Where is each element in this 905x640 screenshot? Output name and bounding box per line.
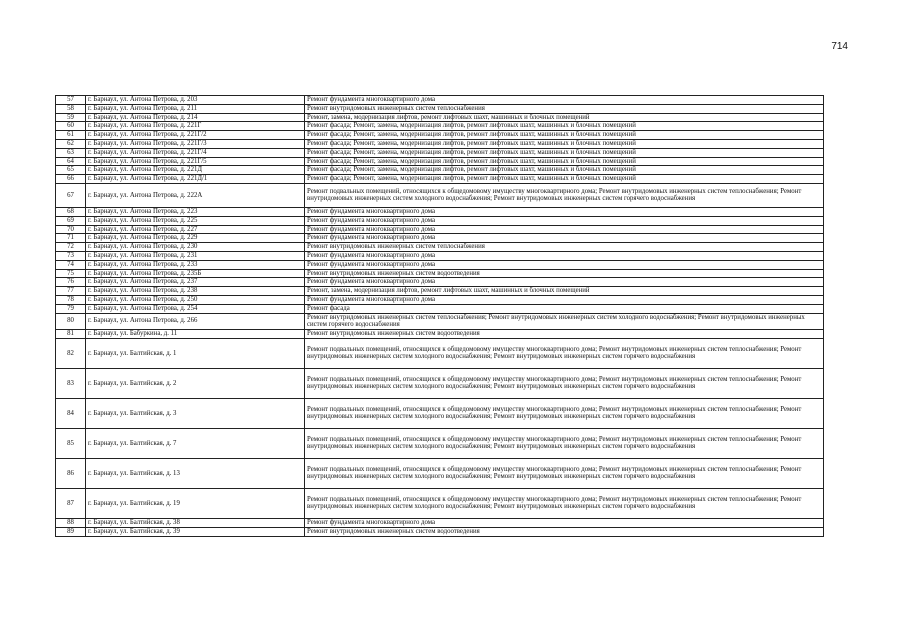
address-cell: г. Барнаул, ул. Антона Петрова, д. 235Б xyxy=(86,269,305,278)
address-cell: г. Барнаул, ул. Бабуркина, д. 11 xyxy=(86,330,305,339)
row-number-cell: 67 xyxy=(56,183,86,207)
table-row xyxy=(56,251,824,260)
table-row xyxy=(56,243,824,252)
address-cell: г. Барнаул, ул. Антона Петрова, д. 222А xyxy=(86,183,305,207)
work-type-cell: Ремонт фундамента многоквартирного дома xyxy=(305,260,824,269)
address-cell: г. Барнаул, ул. Антона Петрова, д. 214 xyxy=(86,113,305,122)
address-cell: г. Барнаул, ул. Балтийская, д. 7 xyxy=(86,428,305,458)
work-type-cell: Ремонт внутридомовых инженерных систем водоотведения xyxy=(305,330,824,339)
row-number-cell: 73 xyxy=(56,251,86,260)
table-row xyxy=(56,518,824,527)
row-number-cell: 79 xyxy=(56,304,86,313)
row-number-cell: 68 xyxy=(56,207,86,216)
row-number-cell: 57 xyxy=(56,96,86,105)
work-type-cell: Ремонт подвальных помещений, относящихся к общедомовому имуществу многоквартирного дома; Ремонт внутридомовых инженерных систем теплоснабжения; Ремонт внутридомовых инженерных систем холодного водоснабжения; Ремонт внутридомовых инженерных систем горячего водоснабжения xyxy=(305,338,824,368)
table-row xyxy=(56,304,824,313)
row-number-cell: 59 xyxy=(56,113,86,122)
row-number-cell: 82 xyxy=(56,338,86,368)
row-number-cell: 62 xyxy=(56,139,86,148)
address-cell: г. Барнаул, ул. Антона Петрова, д. 221Д xyxy=(86,166,305,175)
work-type-cell: Ремонт фундамента многоквартирного дома xyxy=(305,234,824,243)
table-row xyxy=(56,175,824,184)
table-row xyxy=(56,166,824,175)
work-type-cell: Ремонт фасада; Ремонт, замена, модернизация лифтов, ремонт лифтовых шахт, машинных и блочных помещений xyxy=(305,148,824,157)
address-cell: г. Барнаул, ул. Антона Петрова, д. 231 xyxy=(86,251,305,260)
table-row xyxy=(56,157,824,166)
address-cell: г. Барнаул, ул. Антона Петрова, д. 266 xyxy=(86,313,305,330)
address-cell: г. Барнаул, ул. Антона Петрова, д. 221Г/5 xyxy=(86,157,305,166)
table-row xyxy=(56,148,824,157)
work-type-cell: Ремонт фасада; Ремонт, замена, модернизация лифтов, ремонт лифтовых шахт, машинных и блочных помещений xyxy=(305,131,824,140)
work-type-cell: Ремонт подвальных помещений, относящихся к общедомовому имуществу многоквартирного дома; Ремонт внутридомовых инженерных систем теплоснабжения; Ремонт внутридомовых инженерных систем холодного водоснабжения; Ремонт внутридомовых инженерных систем горячего водоснабжения xyxy=(305,398,824,428)
work-type-cell: Ремонт подвальных помещений, относящихся к общедомовому имуществу многоквартирного дома; Ремонт внутридомовых инженерных систем теплоснабжения; Ремонт внутридомовых инженерных систем холодного водоснабжения; Ремонт внутридомовых инженерных систем горячего водоснабжения xyxy=(305,368,824,398)
work-type-cell: Ремонт фундамента многоквартирного дома xyxy=(305,295,824,304)
table-row xyxy=(56,287,824,296)
row-number-cell: 83 xyxy=(56,368,86,398)
page-number: 714 xyxy=(831,41,848,52)
row-number-cell: 61 xyxy=(56,131,86,140)
table-row xyxy=(56,260,824,269)
table-row xyxy=(56,207,824,216)
address-cell: г. Барнаул, ул. Антона Петрова, д. 223 xyxy=(86,207,305,216)
work-type-cell: Ремонт внутридомовых инженерных систем водоотведения xyxy=(305,527,824,536)
work-type-cell: Ремонт, замена, модернизация лифтов, ремонт лифтовых шахт, машинных и блочных помещений xyxy=(305,113,824,122)
table-row xyxy=(56,368,824,398)
row-number-cell: 69 xyxy=(56,216,86,225)
table-row xyxy=(56,216,824,225)
table-row xyxy=(56,131,824,140)
row-number-cell: 88 xyxy=(56,518,86,527)
address-cell: г. Барнаул, ул. Балтийская, д. 2 xyxy=(86,368,305,398)
work-type-cell: Ремонт подвальных помещений, относящихся к общедомовому имуществу многоквартирного дома; Ремонт внутридомовых инженерных систем теплоснабжения; Ремонт внутридомовых инженерных систем холодного водоснабжения; Ремонт внутридомовых инженерных систем горячего водоснабжения xyxy=(305,488,824,518)
address-cell: г. Барнаул, ул. Антона Петрова, д. 250 xyxy=(86,295,305,304)
row-number-cell: 72 xyxy=(56,243,86,252)
address-cell: г. Барнаул, ул. Балтийская, д. 19 xyxy=(86,488,305,518)
work-type-cell: Ремонт фундамента многоквартирного дома xyxy=(305,225,824,234)
row-number-cell: 74 xyxy=(56,260,86,269)
work-type-cell: Ремонт фундамента многоквартирного дома xyxy=(305,251,824,260)
row-number-cell: 71 xyxy=(56,234,86,243)
table-row xyxy=(56,330,824,339)
work-type-cell: Ремонт, замена, модернизация лифтов, ремонт лифтовых шахт, машинных и блочных помещений xyxy=(305,287,824,296)
row-number-cell: 78 xyxy=(56,295,86,304)
work-type-cell: Ремонт фасада; Ремонт, замена, модернизация лифтов, ремонт лифтовых шахт, машинных и блочных помещений xyxy=(305,157,824,166)
row-number-cell: 87 xyxy=(56,488,86,518)
table-row xyxy=(56,122,824,131)
table-row xyxy=(56,295,824,304)
address-cell: г. Барнаул, ул. Балтийская, д. 1 xyxy=(86,338,305,368)
row-number-cell: 80 xyxy=(56,313,86,330)
work-type-cell: Ремонт фундамента многоквартирного дома xyxy=(305,518,824,527)
table-row xyxy=(56,338,824,368)
address-cell: г. Барнаул, ул. Антона Петрова, д. 221Г/2 xyxy=(86,131,305,140)
work-type-cell: Ремонт фундамента многоквартирного дома xyxy=(305,207,824,216)
table-row xyxy=(56,183,824,207)
address-cell: г. Барнаул, ул. Антона Петрова, д. 238 xyxy=(86,287,305,296)
address-cell: г. Барнаул, ул. Антона Петрова, д. 233 xyxy=(86,260,305,269)
row-number-cell: 76 xyxy=(56,278,86,287)
address-cell: г. Барнаул, ул. Антона Петрова, д. 227 xyxy=(86,225,305,234)
table-row xyxy=(56,458,824,488)
work-type-cell: Ремонт фасада; Ремонт, замена, модернизация лифтов, ремонт лифтовых шахт, машинных и блочных помещений xyxy=(305,166,824,175)
row-number-cell: 89 xyxy=(56,527,86,536)
table-row xyxy=(56,269,824,278)
table-row xyxy=(56,225,824,234)
address-cell: г. Барнаул, ул. Антона Петрова, д. 229 xyxy=(86,234,305,243)
row-number-cell: 85 xyxy=(56,428,86,458)
table-row xyxy=(56,313,824,330)
work-type-cell: Ремонт внутридомовых инженерных систем теплоснабжения; Ремонт внутридомовых инженерных систем холодного водоснабжения; Ремонт внутридомовых инженерных систем горячего водоснабжения xyxy=(305,313,824,330)
table-row xyxy=(56,104,824,113)
table-row xyxy=(56,278,824,287)
address-cell: г. Барнаул, ул. Антона Петрова, д. 225 xyxy=(86,216,305,225)
row-number-cell: 75 xyxy=(56,269,86,278)
row-number-cell: 86 xyxy=(56,458,86,488)
address-cell: г. Барнаул, ул. Антона Петрова, д. 221Г/3 xyxy=(86,139,305,148)
address-cell: г. Барнаул, ул. Антона Петрова, д. 221Д/1 xyxy=(86,175,305,184)
table-row xyxy=(56,398,824,428)
address-cell: г. Барнаул, ул. Балтийская, д. 13 xyxy=(86,458,305,488)
work-type-cell: Ремонт фасада; Ремонт, замена, модернизация лифтов, ремонт лифтовых шахт, машинных и блочных помещений xyxy=(305,122,824,131)
row-number-cell: 64 xyxy=(56,157,86,166)
work-type-cell: Ремонт внутридомовых инженерных систем водоотведения xyxy=(305,269,824,278)
work-type-cell: Ремонт фундамента многоквартирного дома xyxy=(305,216,824,225)
address-cell: г. Барнаул, ул. Антона Петрова, д. 221Г xyxy=(86,122,305,131)
row-number-cell: 66 xyxy=(56,175,86,184)
row-number-cell: 70 xyxy=(56,225,86,234)
registry-table-body xyxy=(56,96,824,537)
row-number-cell: 65 xyxy=(56,166,86,175)
work-type-cell: Ремонт фундамента многоквартирного дома xyxy=(305,278,824,287)
table-row xyxy=(56,96,824,105)
table-row xyxy=(56,428,824,458)
repair-registry-table xyxy=(55,95,824,537)
work-type-cell: Ремонт фасада; Ремонт, замена, модернизация лифтов, ремонт лифтовых шахт, машинных и блочных помещений xyxy=(305,175,824,184)
work-type-cell: Ремонт фасада xyxy=(305,304,824,313)
address-cell: г. Барнаул, ул. Балтийская, д. 38 xyxy=(86,518,305,527)
work-type-cell: Ремонт внутридомовых инженерных систем теплоснабжения xyxy=(305,243,824,252)
table-row xyxy=(56,488,824,518)
table-row xyxy=(56,527,824,536)
work-type-cell: Ремонт фундамента многоквартирного дома xyxy=(305,96,824,105)
address-cell: г. Барнаул, ул. Антона Петрова, д. 254 xyxy=(86,304,305,313)
work-type-cell: Ремонт подвальных помещений, относящихся к общедомовому имуществу многоквартирного дома; Ремонт внутридомовых инженерных систем теплоснабжения; Ремонт внутридомовых инженерных систем холодного водоснабжения; Ремонт внутридомовых инженерных систем горячего водоснабжения xyxy=(305,458,824,488)
address-cell: г. Барнаул, ул. Антона Петрова, д. 237 xyxy=(86,278,305,287)
address-cell: г. Барнаул, ул. Антона Петрова, д. 221Г/4 xyxy=(86,148,305,157)
address-cell: г. Барнаул, ул. Балтийская, д. 3 xyxy=(86,398,305,428)
row-number-cell: 58 xyxy=(56,104,86,113)
row-number-cell: 84 xyxy=(56,398,86,428)
table-row xyxy=(56,234,824,243)
table-row xyxy=(56,139,824,148)
work-type-cell: Ремонт подвальных помещений, относящихся к общедомовому имуществу многоквартирного дома; Ремонт внутридомовых инженерных систем теплоснабжения; Ремонт внутридомовых инженерных систем холодного водоснабжения; Ремонт внутридомовых инженерных систем горячего водоснабжения xyxy=(305,428,824,458)
address-cell: г. Барнаул, ул. Антона Петрова, д. 203 xyxy=(86,96,305,105)
row-number-cell: 63 xyxy=(56,148,86,157)
address-cell: г. Барнаул, ул. Антона Петрова, д. 230 xyxy=(86,243,305,252)
row-number-cell: 77 xyxy=(56,287,86,296)
table-row xyxy=(56,113,824,122)
work-type-cell: Ремонт внутридомовых инженерных систем теплоснабжения xyxy=(305,104,824,113)
work-type-cell: Ремонт фасада; Ремонт, замена, модернизация лифтов, ремонт лифтовых шахт, машинных и блочных помещений xyxy=(305,139,824,148)
work-type-cell: Ремонт подвальных помещений, относящихся к общедомовому имуществу многоквартирного дома; Ремонт внутридомовых инженерных систем теплоснабжения; Ремонт внутридомовых инженерных систем холодного водоснабжения; Ремонт внутридомовых инженерных систем горячего водоснабжения xyxy=(305,183,824,207)
address-cell: г. Барнаул, ул. Балтийская, д. 39 xyxy=(86,527,305,536)
row-number-cell: 81 xyxy=(56,330,86,339)
row-number-cell: 60 xyxy=(56,122,86,131)
address-cell: г. Барнаул, ул. Антона Петрова, д. 211 xyxy=(86,104,305,113)
